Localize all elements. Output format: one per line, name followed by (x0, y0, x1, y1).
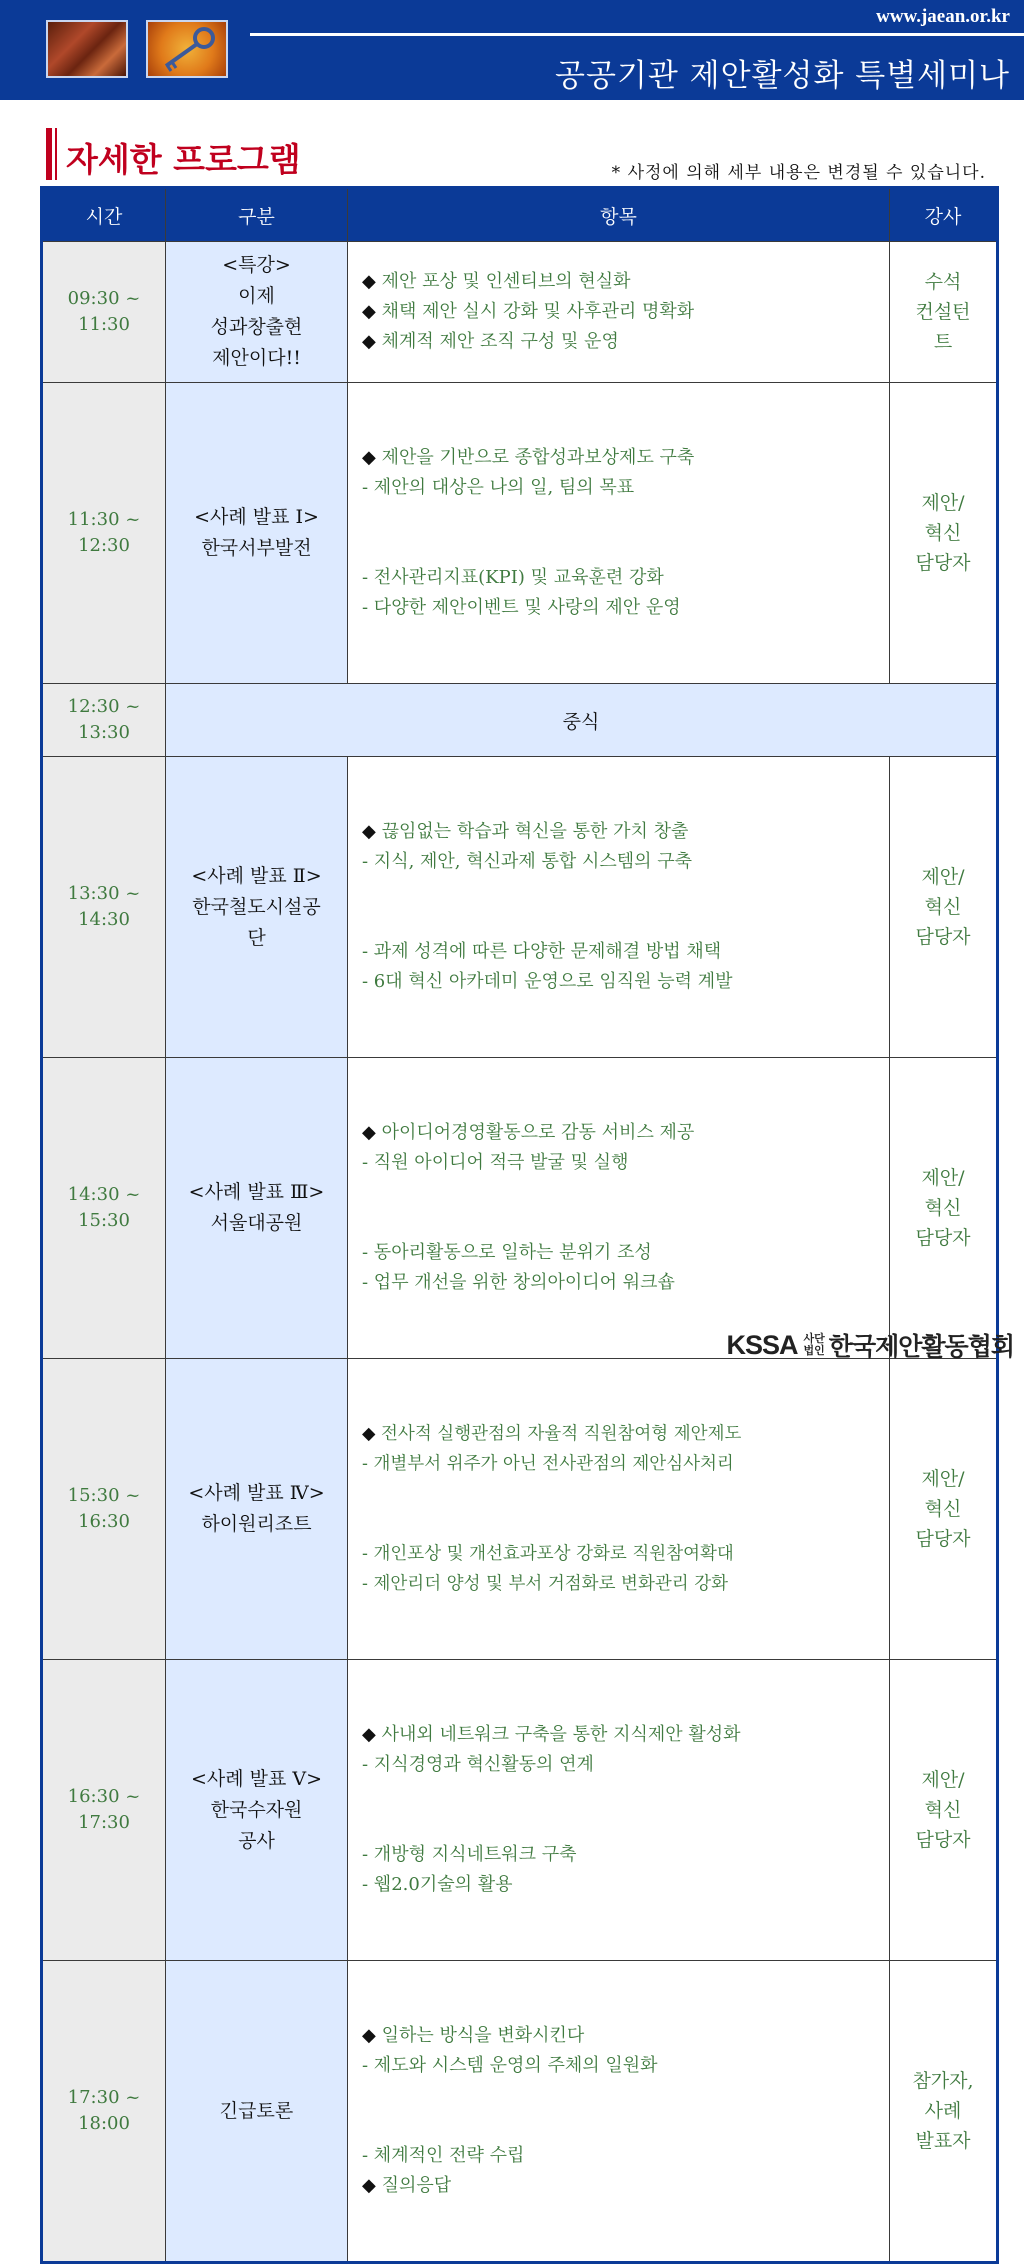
session-speaker: 제안/ 혁신 담당자 (890, 383, 998, 684)
session-speaker: 제안/ 혁신 담당자 (890, 1058, 998, 1359)
header-category: 구분 (166, 188, 348, 242)
logo-subtitle: 사단 법인 (803, 1333, 825, 1357)
change-notice: * 사정에 의해 세부 내용은 변경될 수 있습니다. (611, 163, 986, 183)
diamond-bullet-icon: ◆ (362, 271, 376, 292)
section-title: 자세한 프로그램 (66, 140, 301, 179)
association-logo (727, 1328, 1014, 1362)
table-row (42, 1961, 998, 2263)
table-row (42, 383, 998, 684)
diamond-bullet-icon: ◆ (362, 1724, 376, 1745)
session-items: ◆ 사내외 네트워크 구축을 통한 지식제안 활성화 - 지식경영과 혁신활동의 연계 - 개방형 지식네트워크 구축 - 웹2.0기술의 활용 (348, 1660, 890, 1961)
seminar-title: 공공기관 제안활성화 특별세미나 (555, 58, 1010, 94)
diamond-bullet-icon: ◆ (362, 331, 376, 352)
session-items: ◆ 일하는 방식을 변화시킨다 - 제도와 시스템 운영의 주체의 일원화 - 체계적인 전략 수립 ◆ 질의응답 (348, 1961, 890, 2263)
header-speaker: 강사 (890, 188, 998, 242)
table-row (42, 242, 998, 383)
session-items: ◆ 끊임없는 학습과 혁신을 통한 가치 창출 - 지식, 제안, 혁신과제 통합 시스템의 구축 - 과제 성격에 따른 다양한 문제해결 방법 채택 - 6대 혁신 아카데미 운영으로 임직원 능력 계발 (348, 757, 890, 1058)
table-row (42, 1058, 998, 1359)
kssa-logo-text: KSSA (726, 1329, 798, 1360)
session-time: 11:30 ~ 12:30 (42, 383, 166, 684)
session-category: <사례 발표 Ⅱ> 한국철도시설공 단 (166, 757, 348, 1058)
table-row (42, 684, 998, 757)
session-time: 17:30 ~ 18:00 (42, 1961, 166, 2263)
session-category: <사례 발표 Ⅰ> 한국서부발전 (166, 383, 348, 684)
diamond-bullet-icon: ◆ (362, 2175, 376, 2196)
diamond-bullet-icon: ◆ (362, 301, 376, 322)
session-category: <사례 발표 Ⅲ> 서울대공원 (166, 1058, 348, 1359)
session-category: <사례 발표 Ⅳ> 하이원리조트 (166, 1359, 348, 1660)
session-speaker: 참가자, 사례 발표자 (890, 1961, 998, 2263)
session-category: <특강> 이제 성과창출현 제안이다!! (166, 242, 348, 383)
section-accent-line (55, 128, 57, 180)
header-banner (0, 0, 1024, 100)
association-name: 한국제안활동협회 (828, 1332, 1014, 1361)
key-icon (146, 20, 228, 78)
session-items: ◆ 제안을 기반으로 종합성과보상제도 구축 - 제안의 대상은 나의 일, 팀의 목표 - 전사관리지표(KPI) 및 교육훈련 강화 - 다양한 제안이벤트 및 사랑의 제안 운영 (348, 383, 890, 684)
table-row (42, 1660, 998, 1961)
session-time: 12:30 ~ 13:30 (42, 684, 166, 757)
session-speaker: 제안/ 혁신 담당자 (890, 1359, 998, 1660)
session-speaker: 수석 컨설턴 트 (890, 242, 998, 383)
diamond-bullet-icon: ◆ (362, 447, 376, 468)
diamond-bullet-icon: ◆ (362, 1424, 376, 1444)
session-items: ◆ 전사적 실행관점의 자율적 직원참여형 제안제도 - 개별부서 위주가 아닌 전사관점의 제안심사처리 - 개인포상 및 개선효과포상 강화로 직원참여확대 - 제안리더 양성 및 부서 거점화로 변화관리 강화 (348, 1359, 890, 1660)
program-table (40, 186, 999, 2264)
session-time: 13:30 ~ 14:30 (42, 757, 166, 1058)
table-row (42, 1359, 998, 1660)
session-time: 09:30 ~ 11:30 (42, 242, 166, 383)
table-header-row (42, 188, 998, 242)
session-time: 14:30 ~ 15:30 (42, 1058, 166, 1359)
diamond-bullet-icon: ◆ (362, 1122, 376, 1143)
diamond-bullet-icon: ◆ (362, 2025, 376, 2046)
website-url[interactable]: www.jaean.or.kr (876, 6, 1010, 27)
header-time: 시간 (42, 188, 166, 242)
session-time: 16:30 ~ 17:30 (42, 1660, 166, 1961)
session-items: ◆ 아이디어경영활동으로 감동 서비스 제공 - 직원 아이디어 적극 발굴 및 실행 - 동아리활동으로 일하는 분위기 조성 - 업무 개선을 위한 창의아이디어 워크숍 (348, 1058, 890, 1359)
header-items: 항목 (348, 188, 890, 242)
header-divider (250, 33, 1024, 36)
table-row (42, 757, 998, 1058)
lunch-break: 중식 (166, 684, 998, 757)
session-category: 긴급토론 (166, 1961, 348, 2263)
session-speaker: 제안/ 혁신 담당자 (890, 757, 998, 1058)
session-category: <사례 발표 Ⅴ> 한국수자원 공사 (166, 1660, 348, 1961)
section-accent-bar (46, 128, 52, 180)
session-time: 15:30 ~ 16:30 (42, 1359, 166, 1660)
session-items: ◆ 제안 포상 및 인센티브의 현실화 ◆ 채택 제안 실시 강화 및 사후관리 명확화 ◆ 체계적 제안 조직 구성 및 운영 (348, 242, 890, 383)
header-photo-1 (46, 20, 128, 78)
diamond-bullet-icon: ◆ (362, 821, 376, 842)
session-speaker: 제안/ 혁신 담당자 (890, 1660, 998, 1961)
